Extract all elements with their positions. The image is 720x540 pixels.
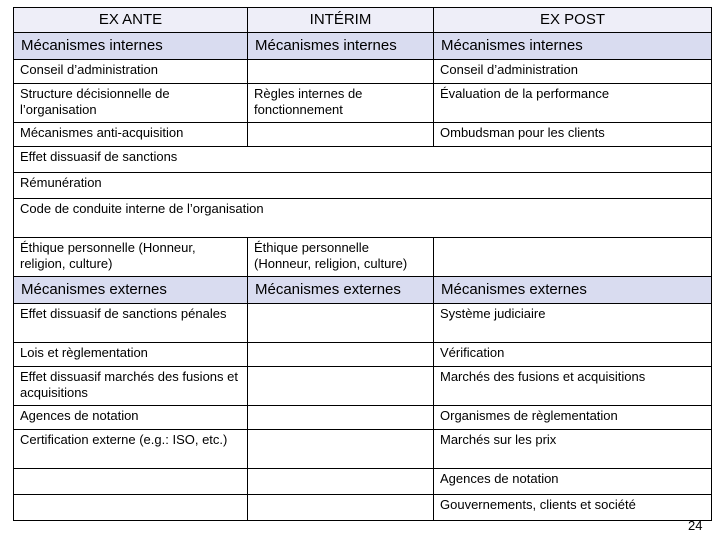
section-heading-internal: Mécanismes internes bbox=[434, 33, 712, 60]
table-cell: Vérification bbox=[434, 343, 712, 367]
table-row bbox=[14, 123, 712, 147]
table-cell: Effet dissuasif de sanctions pénales bbox=[14, 304, 248, 343]
table-row bbox=[14, 60, 712, 84]
header-row bbox=[14, 8, 712, 33]
table-cell: Système judiciaire bbox=[434, 304, 712, 343]
section-heading-internal: Mécanismes internes bbox=[14, 33, 248, 60]
table-cell: Certification externe (e.g.: ISO, etc.) bbox=[14, 430, 248, 469]
header-ex-ante: EX ANTE bbox=[14, 8, 248, 33]
table-row bbox=[14, 343, 712, 367]
table-cell bbox=[248, 60, 434, 84]
section-heading-internal: Mécanismes internes bbox=[248, 33, 434, 60]
table-row bbox=[14, 469, 712, 495]
table-cell: Code de conduite interne de l’organisation bbox=[14, 199, 712, 238]
table-row bbox=[14, 173, 712, 199]
table-cell bbox=[248, 123, 434, 147]
table-cell: Évaluation de la performance bbox=[434, 84, 712, 123]
table-cell bbox=[248, 406, 434, 430]
table-row bbox=[14, 304, 712, 343]
table-cell: Organismes de règlementation bbox=[434, 406, 712, 430]
section-heading-external: Mécanismes externes bbox=[434, 277, 712, 304]
table-row bbox=[14, 367, 712, 406]
table-row bbox=[14, 84, 712, 123]
section-row-external bbox=[14, 277, 712, 304]
table-cell bbox=[248, 343, 434, 367]
table-cell bbox=[248, 430, 434, 469]
table-cell: Marchés sur les prix bbox=[434, 430, 712, 469]
table-cell bbox=[248, 495, 434, 521]
table-cell: Agences de notation bbox=[434, 469, 712, 495]
table-cell: Effet dissuasif de sanctions bbox=[14, 147, 712, 173]
table-cell: Gouvernements, clients et société bbox=[434, 495, 712, 521]
table-cell bbox=[14, 469, 248, 495]
table-cell bbox=[248, 367, 434, 406]
table-row bbox=[14, 406, 712, 430]
table-row bbox=[14, 147, 712, 173]
table-cell: Lois et règlementation bbox=[14, 343, 248, 367]
table-row bbox=[14, 430, 712, 469]
table-cell bbox=[248, 304, 434, 343]
table-cell: Éthique personnelle (Honneur, religion, culture) bbox=[248, 238, 434, 277]
table-cell bbox=[434, 238, 712, 277]
section-heading-external: Mécanismes externes bbox=[248, 277, 434, 304]
table-cell: Structure décisionnelle de l’organisation bbox=[14, 84, 248, 123]
table-cell: Ombudsman pour les clients bbox=[434, 123, 712, 147]
table-cell: Rémunération bbox=[14, 173, 712, 199]
table-cell: Mécanismes anti-acquisition bbox=[14, 123, 248, 147]
page-number: 24 bbox=[688, 518, 703, 533]
table-row bbox=[14, 238, 712, 277]
section-row-internal bbox=[14, 33, 712, 60]
table-cell: Éthique personnelle (Honneur, religion, culture) bbox=[14, 238, 248, 277]
table-cell: Marchés des fusions et acquisitions bbox=[434, 367, 712, 406]
table-cell bbox=[248, 469, 434, 495]
table-row bbox=[14, 495, 712, 521]
table-cell: Agences de notation bbox=[14, 406, 248, 430]
header-interim: INTÉRIM bbox=[248, 8, 434, 33]
table-cell: Conseil d’administration bbox=[14, 60, 248, 84]
table-cell bbox=[14, 495, 248, 521]
table-cell: Conseil d’administration bbox=[434, 60, 712, 84]
mechanisms-table bbox=[13, 7, 712, 521]
table-cell: Effet dissuasif marchés des fusions et acquisitions bbox=[14, 367, 248, 406]
header-ex-post: EX POST bbox=[434, 8, 712, 33]
table-row bbox=[14, 199, 712, 238]
section-heading-external: Mécanismes externes bbox=[14, 277, 248, 304]
table-cell: Règles internes de fonctionnement bbox=[248, 84, 434, 123]
